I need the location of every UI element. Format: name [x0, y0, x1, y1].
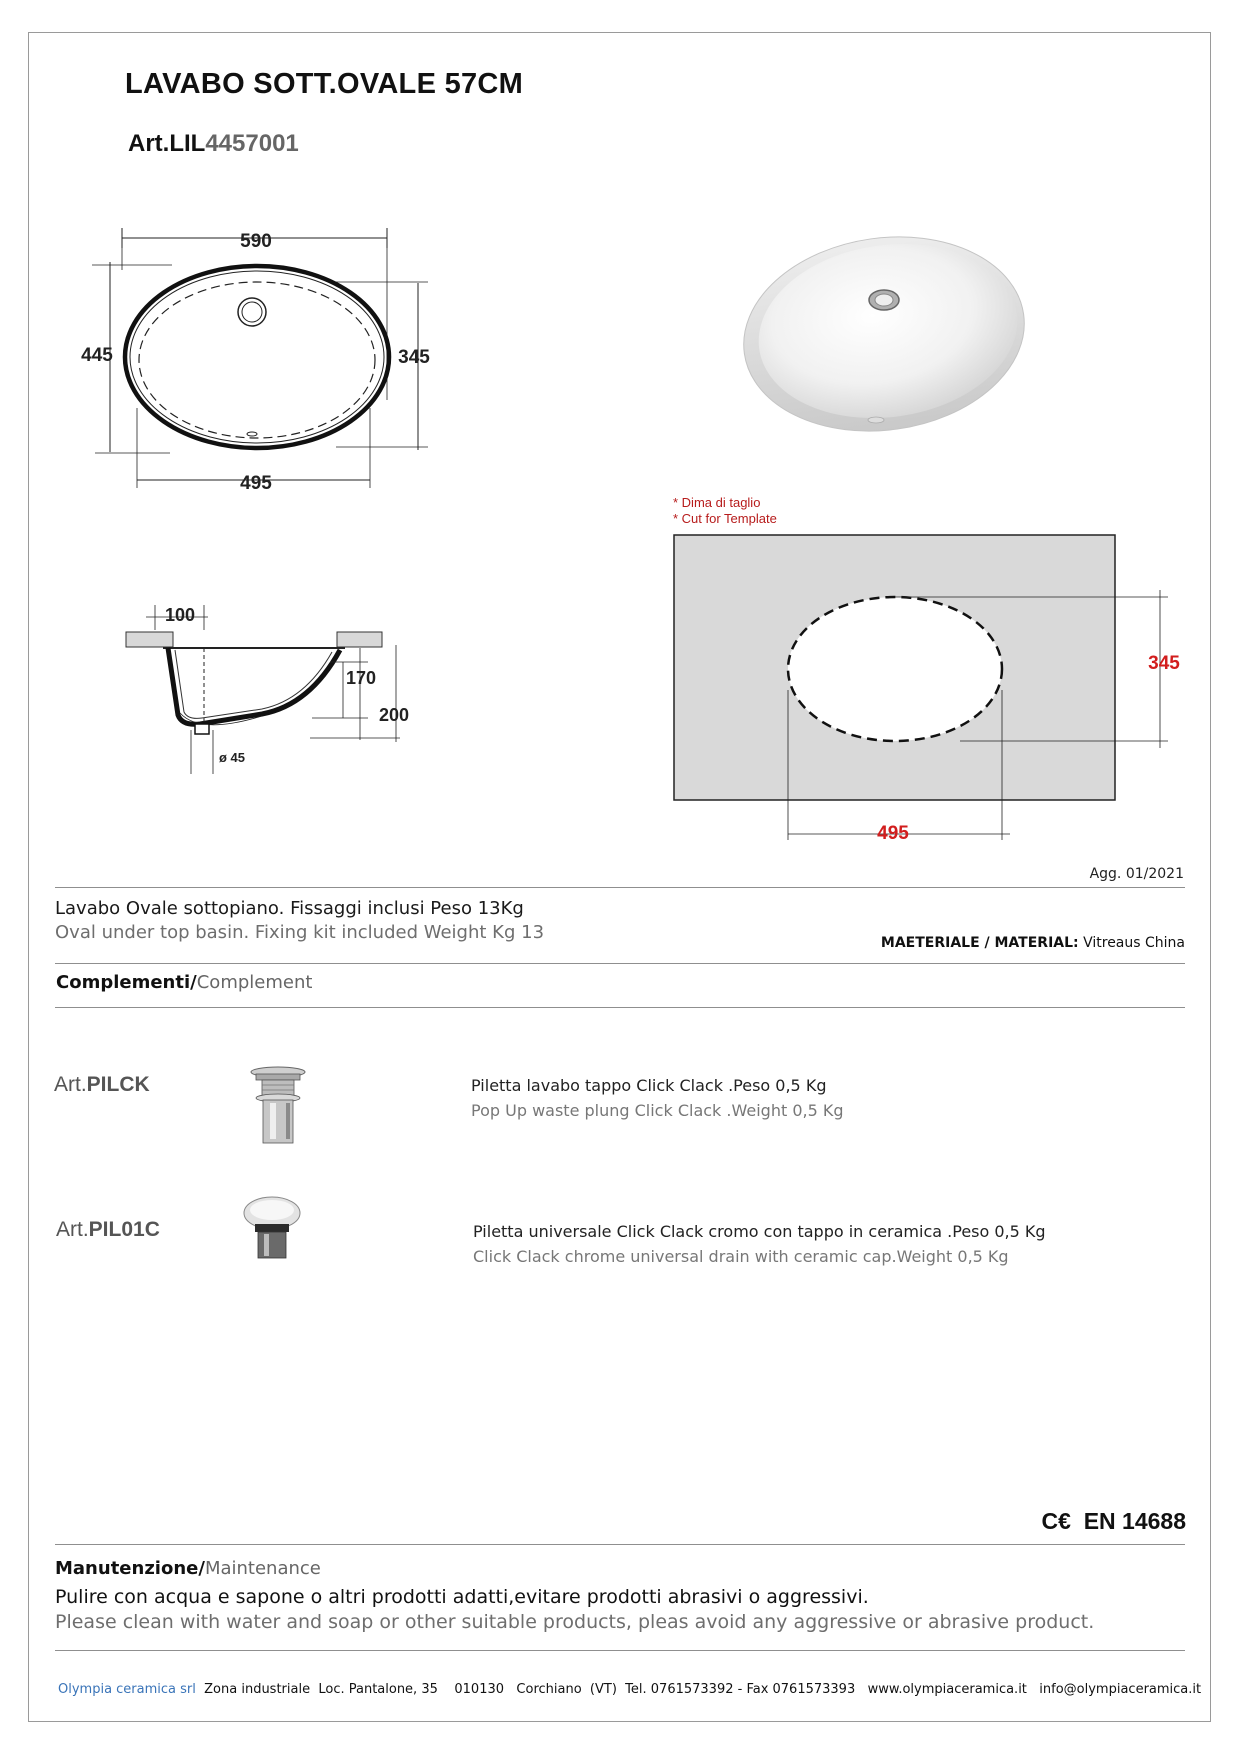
- footer-company: Olympia ceramica srl: [58, 1682, 196, 1697]
- article-number: 4457001: [205, 130, 299, 157]
- maintenance-text-en: Please clean with water and soap or other suitable products, pleas avoid any aggressive or abrasive product.: [55, 1611, 1095, 1633]
- description-it: Lavabo Ovale sottopiano. Fissaggi inclusi Peso 13Kg: [55, 898, 524, 919]
- accessory-desc-it: Piletta universale Click Clack cromo con tappo in ceramica .Peso 0,5 Kg: [473, 1222, 1046, 1241]
- accessory-code: [56, 1218, 160, 1242]
- ceramic-cap-drain-icon: [244, 1197, 300, 1258]
- pop-up-waste-icon: [251, 1067, 305, 1143]
- template-note-it: * Dima di taglio: [673, 495, 761, 510]
- accessory-code-prefix: Art.: [54, 1073, 87, 1096]
- template-width-label: 495: [877, 823, 909, 844]
- accessory-code-value: PIL01C: [88, 1218, 160, 1241]
- complements-heading: [56, 972, 312, 993]
- article-prefix: Art.LIL: [128, 130, 206, 157]
- dim-inner-width-label: 495: [240, 473, 272, 494]
- maintenance-heading-it: Manutenzione/: [55, 1558, 205, 1579]
- dim-width-label: 590: [240, 231, 272, 252]
- divider: [55, 887, 1185, 888]
- dim-drain-label: ø 45: [218, 750, 246, 765]
- dim-200-label: 200: [378, 705, 410, 725]
- template-note-en: * Cut for Template: [673, 511, 777, 526]
- complements-heading-it: Complementi/: [56, 972, 197, 993]
- divider: [55, 1544, 1185, 1545]
- cut-template-drawing: [674, 535, 1168, 840]
- material-value: Vitreaus China: [1083, 935, 1185, 951]
- template-height-label: 345: [1148, 653, 1180, 674]
- complements-heading-en: Complement: [196, 972, 313, 993]
- accessory-desc-en: Pop Up waste plung Click Clack .Weight 0,5 Kg: [471, 1101, 844, 1120]
- dim-inner-depth-label: 345: [398, 347, 430, 368]
- dim-170-label: 170: [345, 668, 377, 688]
- description-en: Oval under top basin. Fixing kit included Weight Kg 13: [55, 922, 545, 943]
- footer: [58, 1682, 1201, 1697]
- basin-photo: [731, 219, 1037, 448]
- maintenance-text-it: Pulire con acqua e sapone o altri prodotti adatti,evitare prodotti abrasivi o aggressivi.: [55, 1586, 869, 1608]
- update-date: Agg. 01/2021: [1089, 866, 1184, 882]
- standard-label: EN 14688: [1083, 1508, 1186, 1534]
- product-title: LAVABO SOTT.OVALE 57CM: [125, 68, 524, 100]
- ce-mark-icon: C€: [1041, 1508, 1071, 1534]
- maintenance-heading-en: Maintenance: [204, 1558, 321, 1579]
- accessory-code-value: PILCK: [86, 1073, 150, 1096]
- material-label: MAETERIALE / MATERIAL:: [880, 935, 1079, 951]
- footer-address: Zona industriale Loc. Pantalone, 35 010130 Corchiano (VT) Tel. 0761573392 - Fax 0761573393 www.olympiaceramica.it info@olympiaceramica.it: [204, 1682, 1202, 1697]
- material-info: [881, 935, 1185, 951]
- divider: [55, 963, 1185, 964]
- accessory-code: [54, 1073, 150, 1097]
- maintenance-heading: [55, 1558, 321, 1579]
- accessory-desc-it: Piletta lavabo tappo Click Clack .Peso 0,5 Kg: [471, 1076, 827, 1095]
- top-view-drawing: [92, 228, 428, 488]
- certification: [1042, 1508, 1187, 1535]
- accessory-code-prefix: Art.: [56, 1218, 89, 1241]
- dim-100-label: 100: [164, 605, 196, 625]
- section-view-drawing: [126, 605, 400, 774]
- divider: [55, 1007, 1185, 1008]
- dim-depth-label: 445: [81, 345, 113, 366]
- accessory-desc-en: Click Clack chrome universal drain with ceramic cap.Weight 0,5 Kg: [473, 1247, 1009, 1266]
- divider: [55, 1650, 1185, 1651]
